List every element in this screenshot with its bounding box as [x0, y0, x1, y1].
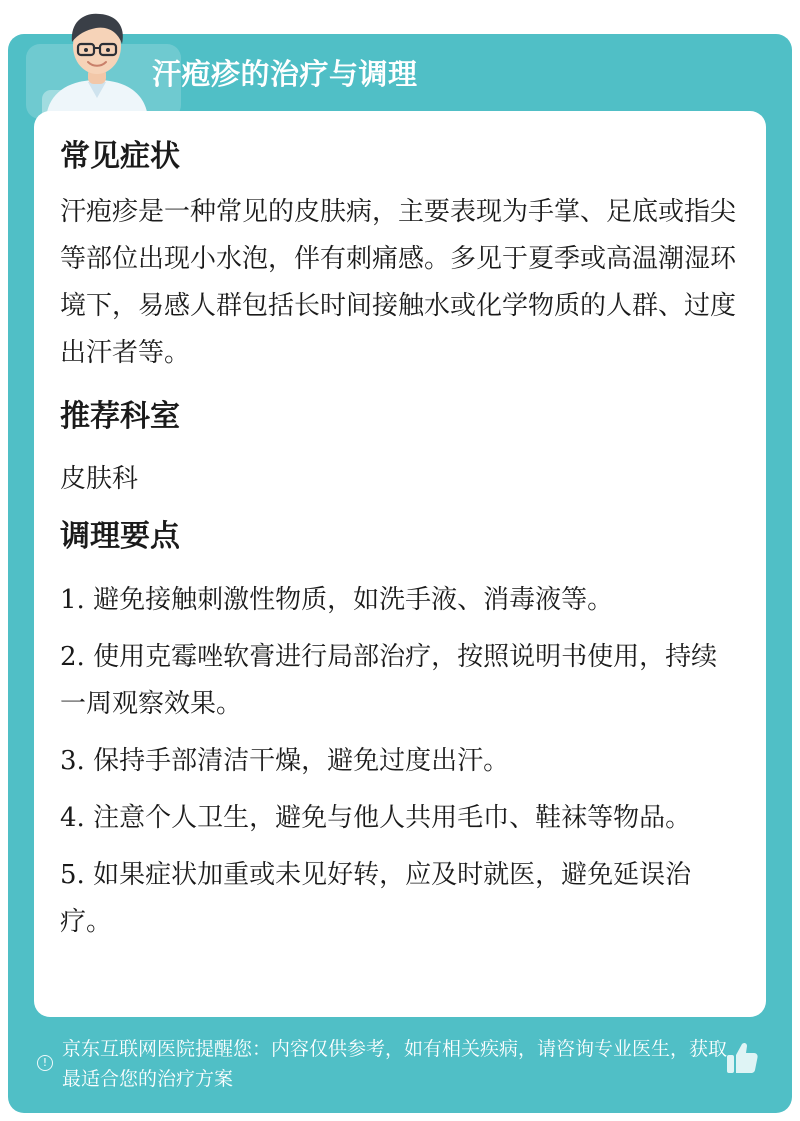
symptoms-heading: 常见症状 — [60, 139, 180, 174]
care-list — [60, 577, 740, 946]
symptoms-text: 汗疱疹是一种常见的皮肤病，主要表现为手掌、足底或指尖等部位出现小水泡，伴有刺痛感。多见于夏季或高温潮湿环境下，易感人群包括长时间接触水或化学物质的人群、过度出汗者等。 — [60, 197, 737, 368]
list-number: 4. — [60, 803, 85, 833]
list-text: 避免接触刺激性物质，如洗手液、消毒液等。 — [93, 585, 614, 615]
list-text: 保持手部清洁干燥，避免过度出汗。 — [93, 746, 510, 776]
list-number: 3. — [60, 746, 85, 776]
department-text: 皮肤科 — [60, 464, 139, 494]
list-number: 1. — [60, 585, 85, 615]
list-item — [60, 852, 740, 946]
list-text: 使用克霉唑软膏进行局部治疗，按照说明书使用，持续一周观察效果。 — [60, 642, 718, 719]
list-item — [60, 738, 740, 785]
list-item — [60, 577, 740, 624]
footer-disclaimer: 京东互联网医院提醒您：内容仅供参考，如有相关疾病，请咨询专业医生，获取最适合您的治疗方案 — [62, 1038, 728, 1090]
list-item — [60, 795, 740, 842]
list-number: 5. — [60, 860, 85, 890]
department-heading: 推荐科室 — [60, 399, 180, 434]
list-number: 2. — [60, 642, 85, 672]
doctor-avatar — [42, 6, 152, 112]
info-icon: ! — [37, 1055, 53, 1071]
list-text: 注意个人卫生，避免与他人共用毛巾、鞋袜等物品。 — [93, 803, 692, 833]
content-body — [60, 135, 740, 956]
content-card — [34, 111, 766, 1017]
list-text: 如果症状加重或未见好转，应及时就医，避免延误治疗。 — [60, 860, 692, 937]
care-heading: 调理要点 — [60, 519, 180, 554]
thumbs-up-icon[interactable] — [726, 1041, 758, 1075]
page-title: 汗疱疹的治疗与调理 — [152, 57, 418, 91]
list-item — [60, 634, 740, 728]
